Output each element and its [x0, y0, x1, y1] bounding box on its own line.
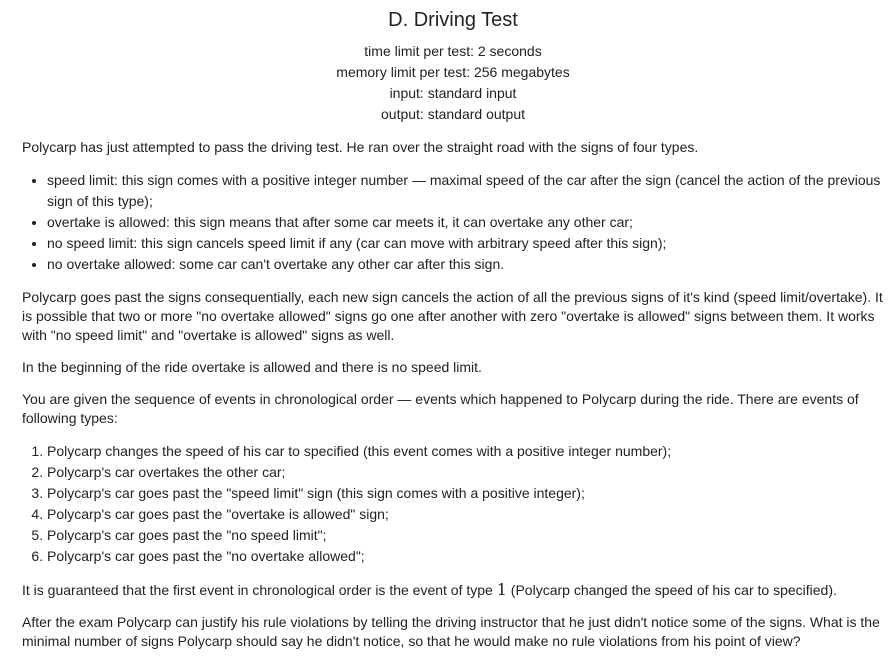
list-item: 5. Polycarp's car goes past the "no speed limit"; — [47, 525, 884, 546]
time-limit: time limit per test: 2 seconds — [364, 43, 542, 59]
event-type-number: 1 — [496, 580, 507, 599]
question-paragraph: After the exam Polycarp can justify his rule violations by telling the driving instructor that he just didn't notice some of the signs. What is the minimal number of signs Polycarp should say he didn't notice, so that he would make no rule violations from his point of view? — [22, 614, 880, 649]
problem-title: D. Driving Test — [388, 9, 518, 31]
guarantee-paragraph — [22, 580, 884, 600]
events-paragraph: You are given the sequence of events in chronological order — events which happened to Polycarp during the ride. There are events of following types: — [22, 391, 859, 426]
list-item: 2. Polycarp's car overtakes the other car; — [47, 462, 884, 483]
list-item: 4. Polycarp's car goes past the "overtake is allowed" sign; — [47, 504, 884, 525]
list-item: 1. Polycarp changes the speed of his car to specified (this event comes with a positive integer number); — [47, 441, 884, 462]
list-item: • overtake is allowed: this sign means that after some car meets it, it can overtake any other car; — [47, 212, 884, 233]
list-item: • no speed limit: this sign cancels speed limit if any (car can move with arbitrary speed after this sign); — [47, 233, 884, 254]
input-spec: input: standard input — [389, 85, 517, 101]
beginning-paragraph: In the beginning of the ride overtake is allowed and there is no speed limit. — [22, 359, 482, 375]
problem-header — [22, 0, 884, 125]
list-item: 6. Polycarp's car goes past the "no overtake allowed"; — [47, 546, 884, 567]
list-item: • speed limit: this sign comes with a positive integer number — maximal speed of the car after the sign (cancel the action of the previous sign of this type); — [47, 170, 884, 212]
guarantee-text-before: It is guaranteed that the first event in chronological order is the event of type — [22, 582, 497, 598]
guarantee-text-after: (Polycarp changed the speed of his car to specified). — [506, 582, 837, 598]
event-types-list — [22, 441, 884, 567]
sign-types-list — [22, 170, 884, 275]
output-spec: output: standard output — [381, 106, 525, 122]
list-item: • no overtake allowed: some car can't overtake any other car after this sign. — [47, 254, 884, 275]
problem-statement — [22, 138, 884, 651]
list-item: 3. Polycarp's car goes past the "speed limit" sign (this sign comes with a positive integer); — [47, 483, 884, 504]
consequential-paragraph: Polycarp goes past the signs consequentially, each new sign cancels the action of all the previous signs of it's kind (speed limit/overtake). It is possible that two or more "no overtake allowed" signs go one after another with zero "overtake is allowed" signs between them. It works with "no speed limit" and "overtake is allowed" signs as well. — [22, 289, 883, 343]
memory-limit: memory limit per test: 256 megabytes — [336, 64, 570, 80]
intro-paragraph: Polycarp has just attempted to pass the driving test. He ran over the straight road with the signs of four types. — [22, 139, 699, 155]
